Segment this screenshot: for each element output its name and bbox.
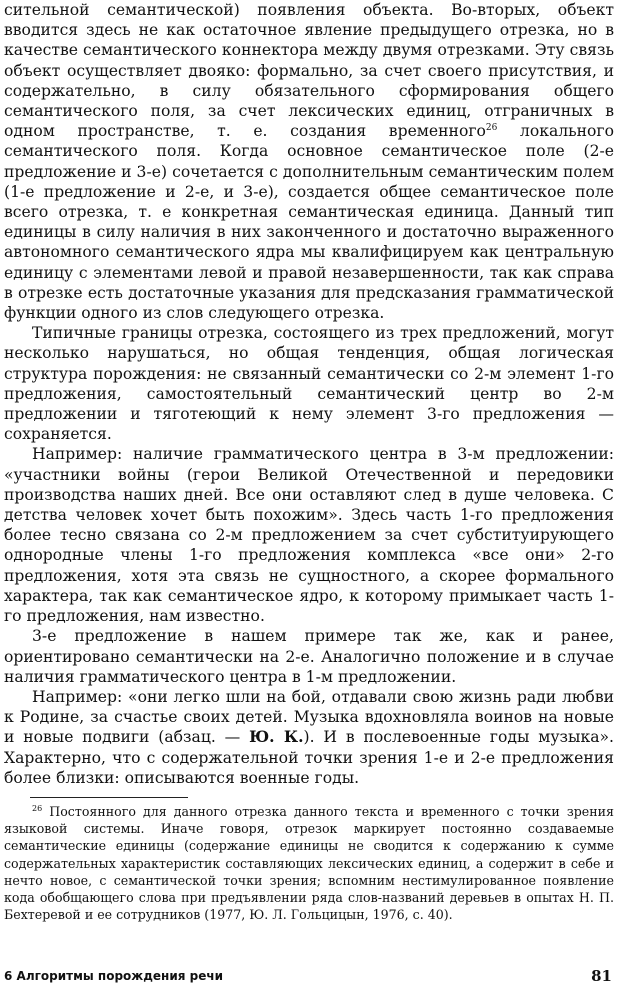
paragraph-3: Например: наличие грамматического центра в 3-м предложении: «участники войны (герои Великой Отечественной и передовики производства наших дней. Все они оставляют след в душе человека. С детства человек хочет быть похожим». Здесь часть 1-го предложения более тесно связана со 2-м предложением за счет субституирующего однородные члены 1-го предложения комплекса «все они» 2-го предложения, хотя эта связь не сущностного, а скорее формального характера, так как семантическое ядро, к которому примыкает часть 1-го предложения, нам известно.	[4, 445, 614, 626]
paragraph-5: Например: «они легко шли на бой, отдавали свою жизнь ради любви к Родине, за счастье своих детей. Музыка вдохновляла воинов на новые и новые подвиги (абзац. — Ю. К.). И в послевоенные годы музыка». Характерно, что с содержательной точки зрения 1-е и 2-е предложения более близки: описываются военные годы.	[4, 687, 614, 787]
footnote-reference: 26	[485, 123, 498, 134]
signature-mark: 6 Алгоритмы порождения речи	[4, 969, 224, 983]
main-text	[4, 0, 614, 788]
page-footer	[4, 969, 612, 989]
footnote-divider	[30, 797, 188, 798]
footnote	[4, 803, 614, 923]
paragraph-4: 3-е предложение в нашем примере так же, как и ранее, ориентировано семантически на 2-е. Аналогично положение и в случае наличия грамматического центра в 1-м предложении.	[4, 627, 614, 686]
footnote-marker: 26	[32, 803, 43, 813]
paragraph-2: Типичные границы отрезка, состоящего из трех предложений, могут несколько нарушаться, но общая тенденция, общая логическая структура порождения: не связанный семантически со 2-м элемент 1-го предложения, самостоятельный семантический центр во 2-м предложении и тяготеющий к нему элемент 3-го предложения — сохраняется.	[4, 324, 614, 444]
author-initials: Ю. К.	[249, 727, 304, 747]
paragraph-1: сительной семантической) появления объекта. Во-вторых, объект вводится здесь не как остаточное явление предыдущего отрезка, но в качестве семантического коннектора между двумя отрезками. Эту связь объект осуществляет двояко: формально, за счет своего присутствия, и содержательно, в силу обязательного сформирования общего семантического поля, за счет лексических единиц, отграничных в одном пространстве, т. е. создания временного$^{26}$ локального семантического поля. Когда основное семантическое поле (2-е предложение и 3-е) сочетается с дополнительным семантическим полем (1-е предложение и 2-е, и 3-е), создается общее семантическое поле всего отрезка, т. е конкретная семантическая единица. Данный тип единицы в силу наличия в них законченного и достаточно выраженного автономного семантического ядра мы квалифицируем как центральную единицу с элементами левой и правой незавершенности, так как справа в отрезке есть достаточные указания для предсказания грамматической функции одного из слов следующего отрезка.	[4, 1, 614, 323]
footnote-text: $^{26}$ Постоянного для данного отрезка данного текста и временного с точки зрения языковой системы. Иначе говоря, отрезок маркирует постоянно создаваемые семантические единицы (содержание единицы не сводится к содержанию к сумме содержательных характеристик составляющих лексических единиц, а содержит в себе и нечто новое, с семантической точки зрения; вспомним нестимулированное появление кода обобщающего слова при предъявлении ряда слов-названий деревьев в опытах Н. П. Бехтеревой и ее сотрудников (1977, Ю. Л. Гольцицын, 1976, с. 40).	[4, 803, 614, 923]
page-number: 81	[591, 967, 612, 985]
